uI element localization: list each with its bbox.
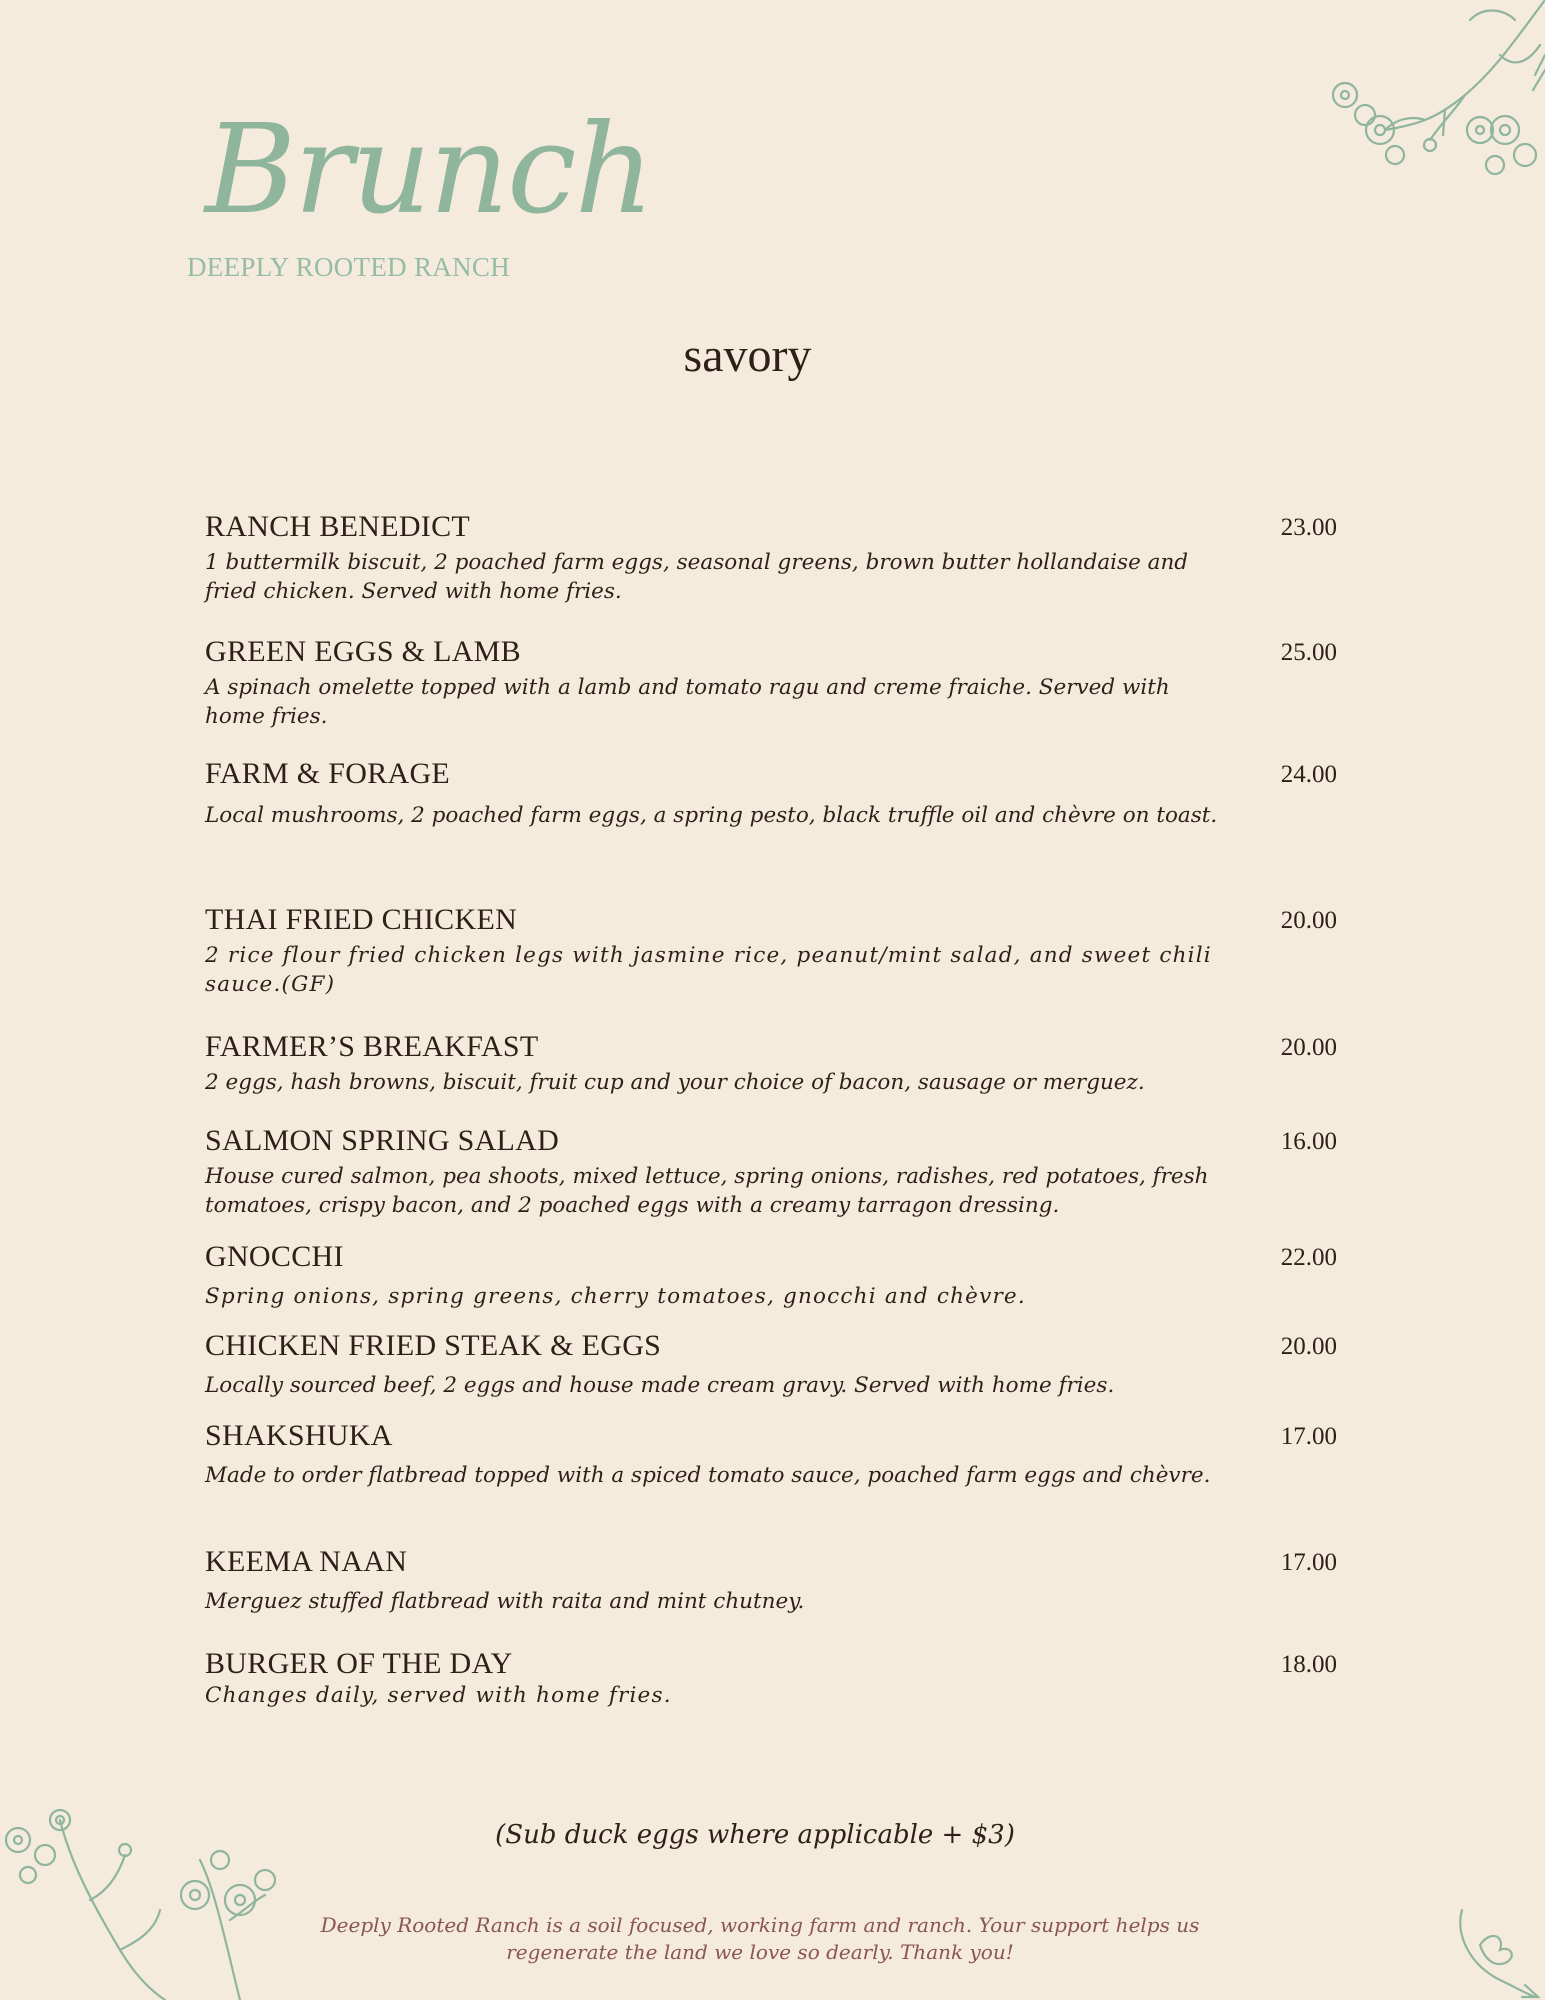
- item-description: House cured salmon, pea shoots, mixed lettuce, spring onions, radishes, red potatoes, fresh tomatoes, crispy bacon, and 2 poached eggs with a creamy tarragon dressing.: [205, 1164, 1209, 1218]
- item-name: GREEN EGGS & LAMB: [205, 635, 521, 668]
- menu-item: [205, 1419, 1345, 1490]
- ranch-name: DEEPLY ROOTED RANCH: [187, 252, 510, 282]
- item-description: 2 rice flour fried chicken legs with jasmine rice, peanut/mint salad, and sweet chili sauce.(GF): [205, 943, 1212, 997]
- item-name: GNOCCHI: [205, 1240, 344, 1273]
- item-price: 22.00: [1280, 1244, 1337, 1271]
- item-description: Locally sourced beef, 2 eggs and house made cream gravy. Served with home fries.: [205, 1373, 1115, 1398]
- item-description: Made to order flatbread topped with a spiced tomato sauce, poached farm eggs and chèvre.: [205, 1463, 1211, 1488]
- item-price: 20.00: [1280, 1034, 1337, 1061]
- item-description: Spring onions, spring greens, cherry tomatoes, gnocchi and chèvre.: [205, 1284, 1026, 1309]
- item-name: CHICKEN FRIED STEAK & EGGS: [205, 1329, 662, 1362]
- item-price: 17.00: [1280, 1549, 1337, 1576]
- menu-item: [205, 1545, 1345, 1616]
- item-description: 2 eggs, hash browns, biscuit, fruit cup and your choice of bacon, sausage or merguez.: [205, 1070, 1145, 1095]
- menu-item: [205, 1647, 1345, 1710]
- item-name: FARMER’S BREAKFAST: [205, 1030, 539, 1063]
- item-name: BURGER OF THE DAY: [205, 1647, 513, 1680]
- menu-item: [205, 635, 1345, 731]
- item-price: 18.00: [1280, 1651, 1337, 1678]
- item-description: A spinach omelette topped with a lamb and tomato ragu and creme fraiche. Served with home fries.: [205, 675, 1170, 729]
- menu-title: Brunch: [205, 98, 653, 242]
- duck-egg-note: (Sub duck eggs where applicable + $3): [495, 1820, 1015, 1850]
- item-price: 20.00: [1280, 1333, 1337, 1360]
- item-name: FARM & FORAGE: [205, 757, 451, 790]
- section-title: savory: [683, 329, 812, 382]
- menu-item: [205, 903, 1345, 999]
- menu-item: [205, 1030, 1345, 1097]
- item-name: KEEMA NAAN: [205, 1545, 408, 1578]
- item-description: Local mushrooms, 2 poached farm eggs, a spring pesto, black truffle oil and chèvre on toast.: [205, 803, 1218, 828]
- menu-item: [205, 510, 1345, 606]
- menu-item: [205, 757, 1345, 830]
- menu-item: [205, 1329, 1345, 1400]
- item-price: 24.00: [1280, 761, 1337, 788]
- floral-sprig-icon: [0, 1800, 290, 2000]
- item-name: SALMON SPRING SALAD: [205, 1124, 560, 1157]
- item-description: Merguez stuffed flatbread with raita and mint chutney.: [205, 1589, 805, 1614]
- item-price: 23.00: [1280, 514, 1337, 541]
- menu-item: [205, 1240, 1345, 1311]
- menu-item: [205, 1124, 1345, 1220]
- item-name: RANCH BENEDICT: [205, 510, 471, 543]
- heart-flourish-icon: [1450, 1905, 1540, 2000]
- item-name: THAI FRIED CHICKEN: [205, 903, 518, 936]
- item-price: 16.00: [1280, 1128, 1337, 1155]
- item-price: 25.00: [1280, 639, 1337, 666]
- item-description: Changes daily, served with home fries.: [205, 1683, 672, 1708]
- item-price: 20.00: [1280, 907, 1337, 934]
- item-description: 1 buttermilk biscuit, 2 poached farm eggs, seasonal greens, brown butter hollandaise and fried chicken. Served with home fries.: [205, 550, 1189, 604]
- item-price: 17.00: [1280, 1423, 1337, 1450]
- footer-message: Deeply Rooted Ranch is a soil focused, working farm and ranch. Your support helps us regenerate the land we love so dearly. Thank you!: [320, 1913, 1200, 1964]
- item-name: SHAKSHUKA: [205, 1419, 393, 1452]
